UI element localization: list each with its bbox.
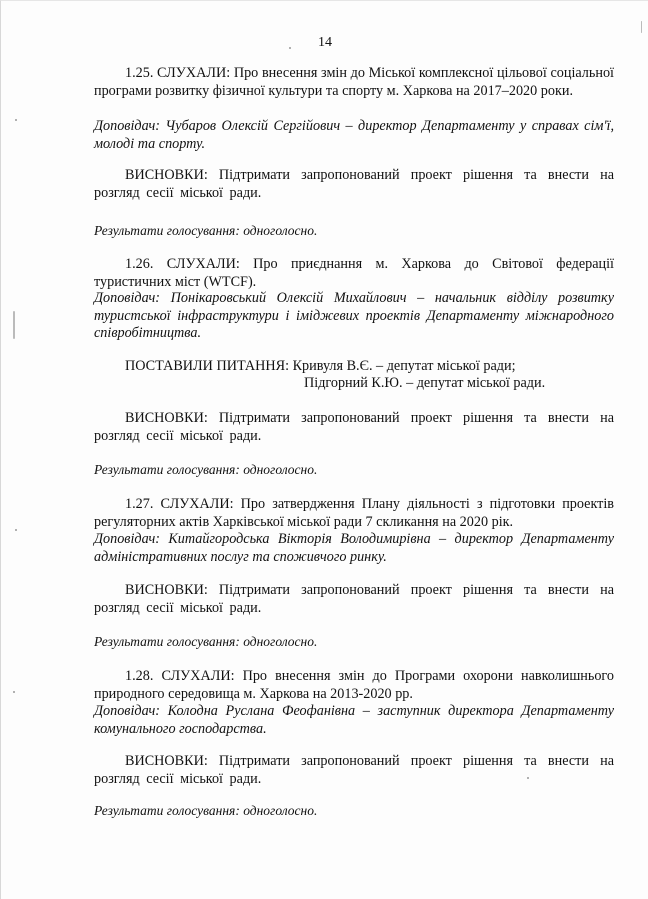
item-1-25-speaker: Доповідач: Чубаров Олексій Сергійович – директор Департаменту у справах сім'ї, молоді та спорту. [94, 118, 614, 152]
scan-speck [289, 47, 291, 49]
item-1-27-heard: 1.27. СЛУХАЛИ: Про затвердження Плану діяльності з підготовки проектів регуляторних актів Харківської міської ради 7 скликання на 2020 рік. [94, 496, 614, 530]
item-1-27-conclusion: ВИСНОВКИ: Підтримати запропонований проект рішення та внести на розгляд сесії міської ради. [94, 582, 614, 616]
item-1-25-conclusion: ВИСНОВКИ: Підтримати запропонований проект рішення та внести на розгляд сесії міської ради. [94, 167, 614, 201]
scan-mark [13, 311, 15, 339]
scan-speck [15, 529, 17, 531]
item-1-28-speaker: Доповідач: Колодна Руслана Феофанівна – заступник директора Департаменту комунального господарства. [94, 703, 614, 737]
item-1-26-questions-line1: ПОСТАВИЛИ ПИТАННЯ: Кривуля В.Є. – депутат міської ради; [125, 358, 516, 374]
item-1-28-heard: 1.28. СЛУХАЛИ: Про внесення змін до Програми охорони навколишнього природного середовища м. Харкова на 2013-2020 рр. [94, 668, 614, 702]
scan-speck [15, 119, 17, 121]
item-1-26-conclusion: ВИСНОВКИ: Підтримати запропонований проект рішення та внести на розгляд сесії міської ради. [94, 410, 614, 444]
item-1-26-heard: 1.26. СЛУХАЛИ: Про приєднання м. Харкова до Світової федерації туристичних міст (WTCF). [94, 256, 614, 290]
item-1-27-speaker: Доповідач: Китайгородська Вікторія Володимирівна – директор Департаменту адміністративних послуг та споживчого ринку. [94, 531, 614, 565]
scan-speck [527, 777, 529, 779]
item-1-25-result: Результати голосування: одноголосно. [94, 223, 318, 238]
page-number: 14 [318, 35, 332, 50]
scan-speck [13, 691, 15, 693]
item-1-28-conclusion: ВИСНОВКИ: Підтримати запропонований проект рішення та внести на розгляд сесії міської ради. [94, 753, 614, 787]
item-1-26-result: Результати голосування: одноголосно. [94, 462, 318, 477]
item-1-27-result: Результати голосування: одноголосно. [94, 634, 318, 649]
item-1-26-questions-line2: Підгорний К.Ю. – депутат міської ради. [304, 375, 546, 391]
scan-mark [641, 21, 642, 33]
item-1-28-result: Результати голосування: одноголосно. [94, 803, 318, 818]
item-1-25-heard: 1.25. СЛУХАЛИ: Про внесення змін до Міської комплексної цільової соціальної програми розвитку фізичної культури та спорту м. Харкова на 2017–2020 роки. [94, 65, 614, 99]
item-1-26-speaker: Доповідач: Понікаровський Олексій Михайлович – начальник відділу розвитку туристської інфраструктури і іміджевих проектів Департаменту міжнародного співробітництва. [94, 290, 614, 341]
